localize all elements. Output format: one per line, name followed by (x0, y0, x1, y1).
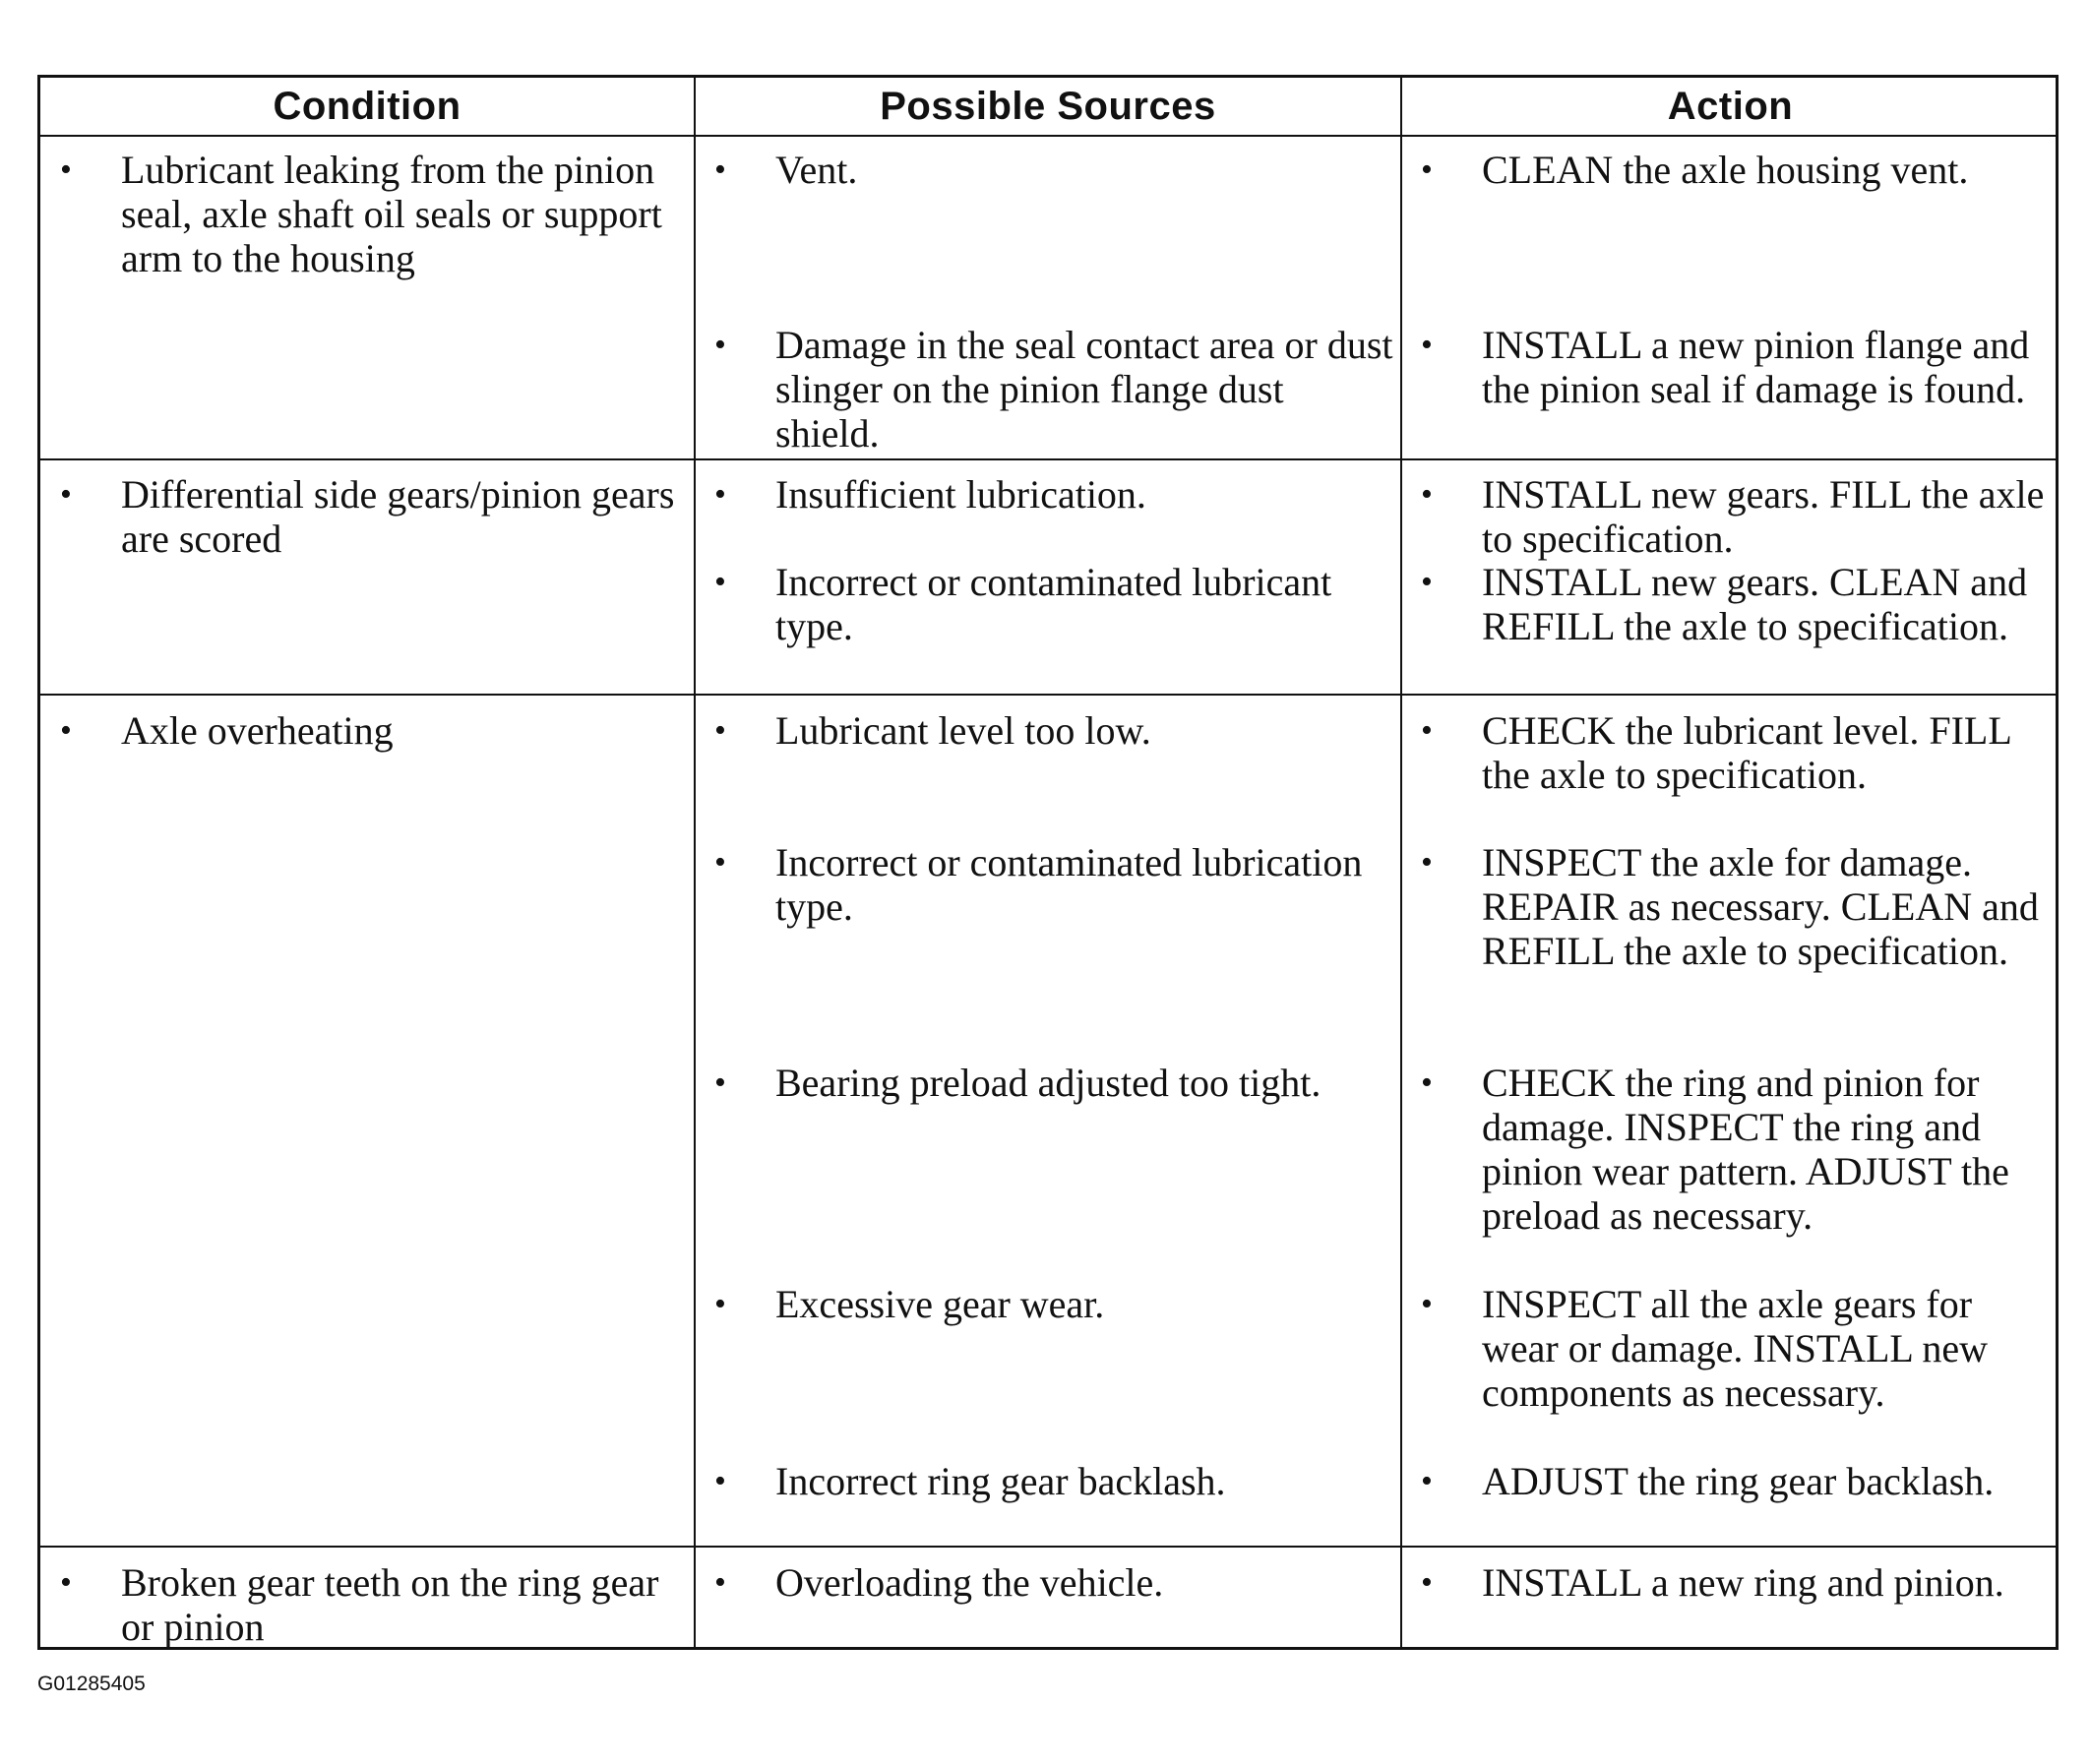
bullet-icon: • (714, 1286, 726, 1322)
bullet-icon: • (1421, 1463, 1433, 1499)
source-text: Lubricant level too low. (775, 708, 1151, 753)
condition-text: Lubricant leaking from the pinion seal, axle shaft oil seals or support arm to the housing (121, 148, 662, 280)
bullet-icon: • (714, 1064, 726, 1101)
condition-text: Differential side gears/pinion gears are scored (121, 472, 675, 561)
column-divider (1400, 78, 1402, 1647)
source-text: Insufficient lubrication. (775, 472, 1146, 517)
action-text: CHECK the lubricant level. FILL the axle to specification. (1482, 708, 2011, 797)
header-possible-sources: Possible Sources (880, 84, 1216, 128)
bullet-icon: • (714, 844, 726, 881)
bullet-icon: • (1421, 1286, 1433, 1322)
source-text: Damage in the seal contact area or dust slinger on the pinion flange dust shield. (775, 323, 1393, 456)
condition-text: Broken gear teeth on the ring gear or pinion (121, 1560, 659, 1649)
bullet-icon: • (60, 712, 72, 749)
action-text: INSTALL new gears. CLEAN and REFILL the axle to specification. (1482, 560, 2028, 648)
source-text: Incorrect or contaminated lubrication type. (775, 840, 1363, 929)
action-text: CLEAN the axle housing vent. (1482, 148, 1969, 192)
action-text: INSTALL a new pinion flange and the pinion seal if damage is found. (1482, 323, 2030, 411)
row-divider (40, 694, 2056, 696)
action-text: CHECK the ring and pinion for damage. INSPECT the ring and pinion wear pattern. ADJUST the preload as necessary. (1482, 1061, 2009, 1238)
header-action: Action (1667, 84, 1794, 128)
bullet-icon: • (714, 712, 726, 749)
source-text: Vent. (775, 148, 858, 192)
column-divider (694, 78, 696, 1647)
bullet-icon: • (714, 476, 726, 513)
bullet-icon: • (60, 476, 72, 513)
row-divider (40, 458, 2056, 460)
bullet-icon: • (1421, 1564, 1433, 1601)
source-text: Incorrect or contaminated lubricant type. (775, 560, 1332, 648)
bullet-icon: • (714, 1463, 726, 1499)
bullet-icon: • (714, 564, 726, 600)
bullet-icon: • (1421, 476, 1433, 513)
action-text: ADJUST the ring gear backlash. (1482, 1459, 1995, 1503)
action-text: INSTALL a new ring and pinion. (1482, 1560, 2004, 1605)
bullet-icon: • (60, 1564, 72, 1601)
bullet-icon: • (714, 327, 726, 363)
figure-id: G01285405 (37, 1673, 146, 1695)
action-text: INSPECT all the axle gears for wear or damage. INSTALL new components as necessary. (1482, 1282, 1989, 1415)
bullet-icon: • (714, 152, 726, 188)
bullet-icon: • (1421, 1064, 1433, 1101)
bullet-icon: • (1421, 564, 1433, 600)
header-condition: Condition (273, 84, 461, 128)
source-text: Overloading the vehicle. (775, 1560, 1164, 1605)
bullet-icon: • (1421, 152, 1433, 188)
condition-text: Axle overheating (121, 708, 394, 753)
bullet-icon: • (1421, 844, 1433, 881)
row-divider (40, 1546, 2056, 1548)
action-text: INSPECT the axle for damage. REPAIR as necessary. CLEAN and REFILL the axle to specification. (1482, 840, 2039, 973)
bullet-icon: • (60, 152, 72, 188)
diagnosis-table (37, 75, 2059, 1650)
bullet-icon: • (1421, 327, 1433, 363)
source-text: Incorrect ring gear backlash. (775, 1459, 1226, 1503)
header-divider (40, 135, 2056, 137)
bullet-icon: • (714, 1564, 726, 1601)
source-text: Excessive gear wear. (775, 1282, 1105, 1326)
bullet-icon: • (1421, 712, 1433, 749)
source-text: Bearing preload adjusted too tight. (775, 1061, 1322, 1105)
action-text: INSTALL new gears. FILL the axle to specification. (1482, 472, 2045, 561)
